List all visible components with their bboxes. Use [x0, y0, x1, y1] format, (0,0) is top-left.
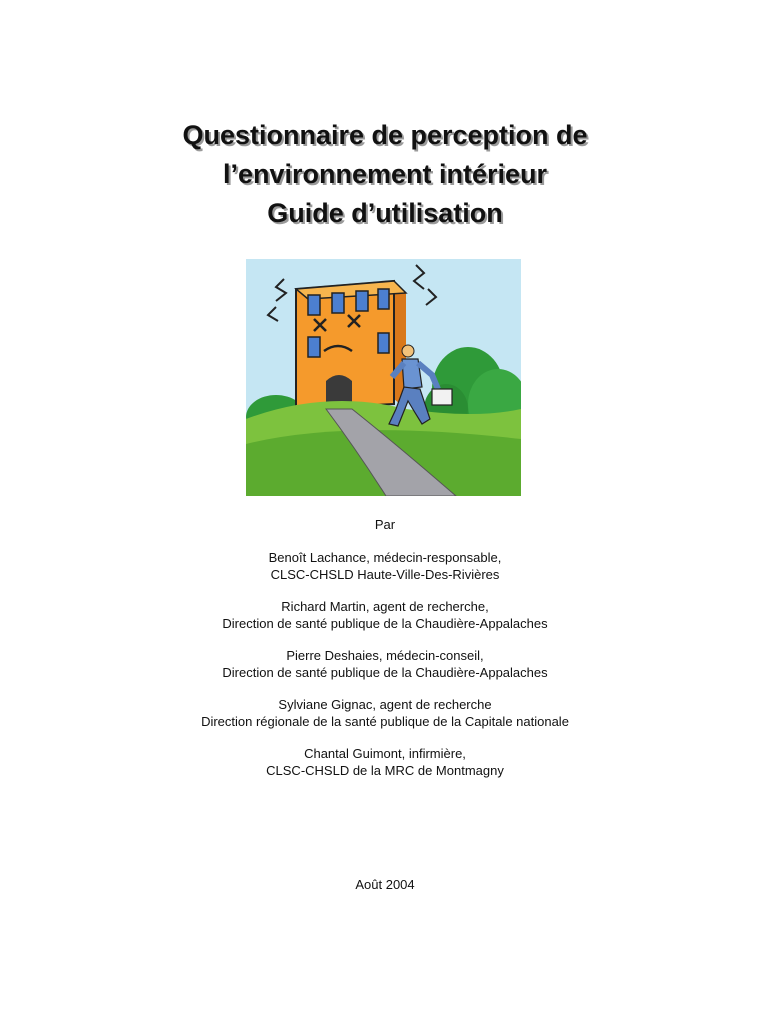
- by-label: Par: [374, 517, 396, 532]
- author-name-role: Richard Martin, agent de recherche,: [281, 599, 489, 614]
- publication-date: Août 2004: [355, 877, 415, 892]
- author-entry: [0, 598, 770, 632]
- author-name-role: Benoît Lachance, médecin-responsable,: [268, 550, 502, 565]
- author-organization: CLSC-CHSLD Haute-Ville-Des-Rivières: [270, 567, 500, 582]
- author-name-role: Chantal Guimont, infirmière,: [304, 746, 466, 761]
- document-title: [0, 116, 770, 233]
- author-entry: [0, 647, 770, 681]
- author-organization: CLSC-CHSLD de la MRC de Montmagny: [266, 763, 504, 778]
- author-entry: [0, 549, 770, 583]
- credits-block: [0, 516, 770, 794]
- author-name-role: Sylviane Gignac, agent de recherche: [278, 697, 492, 712]
- sick-building-illustration-icon: [246, 259, 521, 496]
- title-line-1: Questionnaire de perception de: [182, 120, 588, 150]
- author-organization: Direction de santé publique de la Chaudière-Appalaches: [222, 616, 548, 631]
- author-organization: Direction régionale de la santé publique de la Capitale nationale: [201, 714, 569, 729]
- author-entry: [0, 696, 770, 730]
- author-name-role: Pierre Deshaies, médecin-conseil,: [286, 648, 484, 663]
- title-line-3: Guide d’utilisation: [267, 198, 503, 228]
- title-line-2: l’environnement intérieur: [222, 159, 548, 189]
- author-organization: Direction de santé publique de la Chaudière-Appalaches: [222, 665, 548, 680]
- author-entry: [0, 745, 770, 779]
